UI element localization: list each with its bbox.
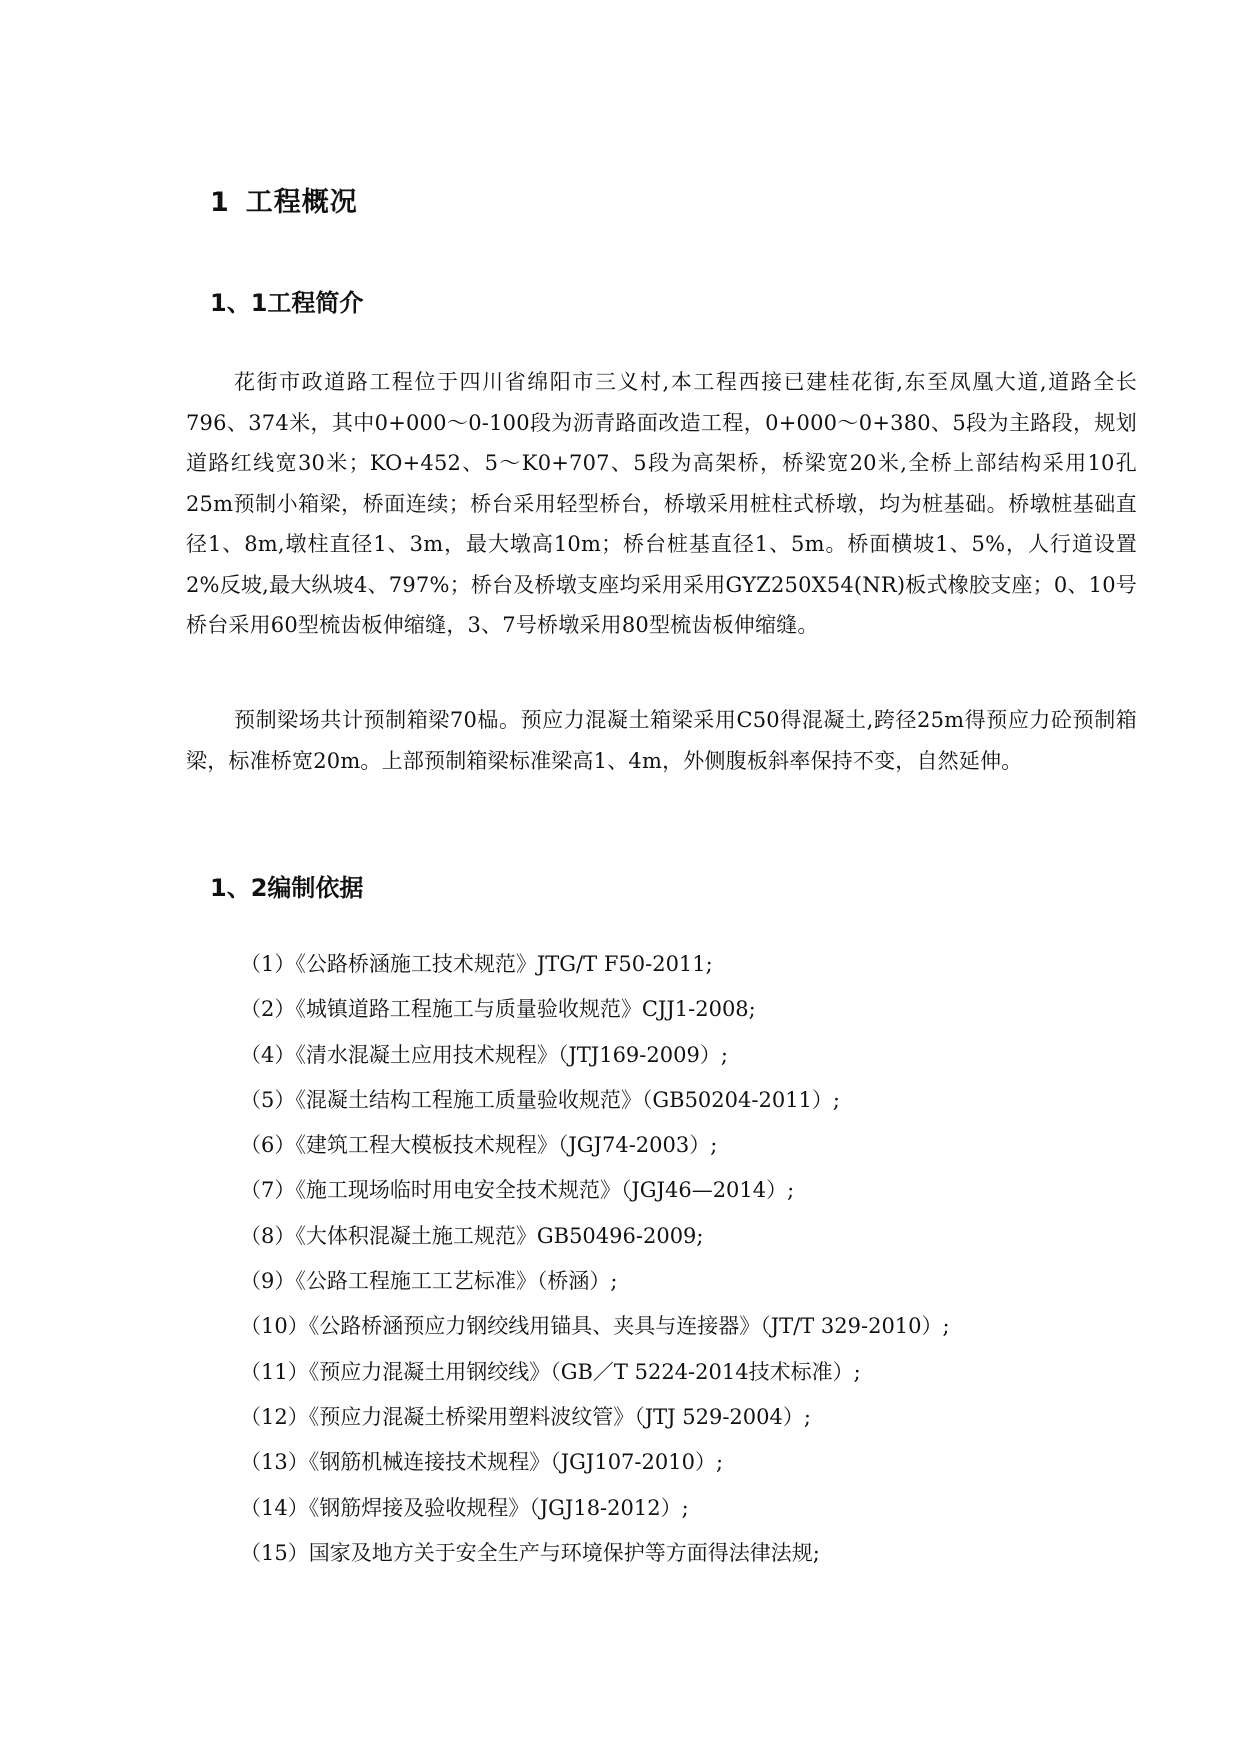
subsection-heading-basis: 1、2编制依据 xyxy=(210,874,364,902)
reference-item: （5）《混凝土结构工程施工质量验收规范》（GB50204-2011）; xyxy=(240,1087,840,1112)
overview-paragraph: 花街市政道路工程位于四川省绵阳市三义村,本工程西接已建桂花街,东至凤凰大道,道路全长796、374米，其中0+000～0-100段为沥青路面改造工程，0+000～0+380、5段为主路段，规划道路红线宽30米；KO+452、5～K0+707、5段为高架桥，桥梁宽20米,全桥上部结构采用10孔25m预制小箱梁，桥面连续；桥台采用轻型桥台，桥墩采用桩柱式桥墩，均为桩基础。桥墩桩基础直径1、8m,墩柱直径1、3m，最大墩高10m；桥台桩基直径1、5m。桥面横坡1、5%，人行道设置2%反坡,最大纵坡4、797%；桥台及桥墩支座均采用采用GYZ250X54(NR)板式橡胶支座；0、10号桥台采用60型梳齿板伸缩缝，3、7号桥墩采用80型梳齿板伸缩缝。 xyxy=(186,370,1137,637)
overview-paragraph: 预制梁场共计预制箱梁70榀。预应力混凝土箱梁采用C50得混凝土,跨径25m得预应力砼预制箱梁，标准桥宽20m。上部预制箱梁标准梁高1、4m，外侧腹板斜率保持不变，自然延伸。 xyxy=(186,708,1137,773)
reference-item: （10）《公路桥涵预应力钢绞线用锚具、夹具与连接器》（JT/T 329-2010）; xyxy=(240,1314,950,1339)
reference-item: （6）《建筑工程大模板技术规程》（JGJ74-2003）; xyxy=(240,1133,718,1158)
reference-item: （2）《城镇道路工程施工与质量验收规范》CJJ1-2008; xyxy=(240,997,756,1022)
reference-item: （1）《公路桥涵施工技术规范》JTG/T F50-2011; xyxy=(240,952,713,976)
reference-item: （9）《公路工程施工工艺标准》（桥涵）; xyxy=(240,1269,618,1294)
section-number: 1 xyxy=(210,187,230,218)
reference-item: （8）《大体积混凝土施工规范》GB50496-2009; xyxy=(240,1223,704,1248)
reference-item: （11）《预应力混凝土用钢绞线》（GB／T 5224-2014技术标准）; xyxy=(240,1359,861,1384)
reference-item: （4）《清水混凝土应用技术规程》（JTJ169-2009）; xyxy=(240,1042,728,1067)
subsection-heading-overview: 1、1工程简介 xyxy=(210,289,364,317)
section-title: 工程概况 xyxy=(245,187,358,218)
section-heading xyxy=(210,183,358,223)
reference-item: （15）国家及地方关于安全生产与环境保护等方面得法律法规; xyxy=(240,1540,820,1565)
reference-item: （13）《钢筋机械连接技术规程》（JGJ107-2010）; xyxy=(240,1450,724,1475)
reference-list xyxy=(240,942,1140,1576)
reference-item: （12）《预应力混凝土桥梁用塑料波纹管》（JTJ 529-2004）; xyxy=(240,1404,811,1429)
reference-item: （7）《施工现场临时用电安全技术规范》（JGJ46—2014）; xyxy=(240,1178,795,1203)
reference-item: （14）《钢筋焊接及验收规程》（JGJ18-2012）; xyxy=(240,1495,689,1520)
